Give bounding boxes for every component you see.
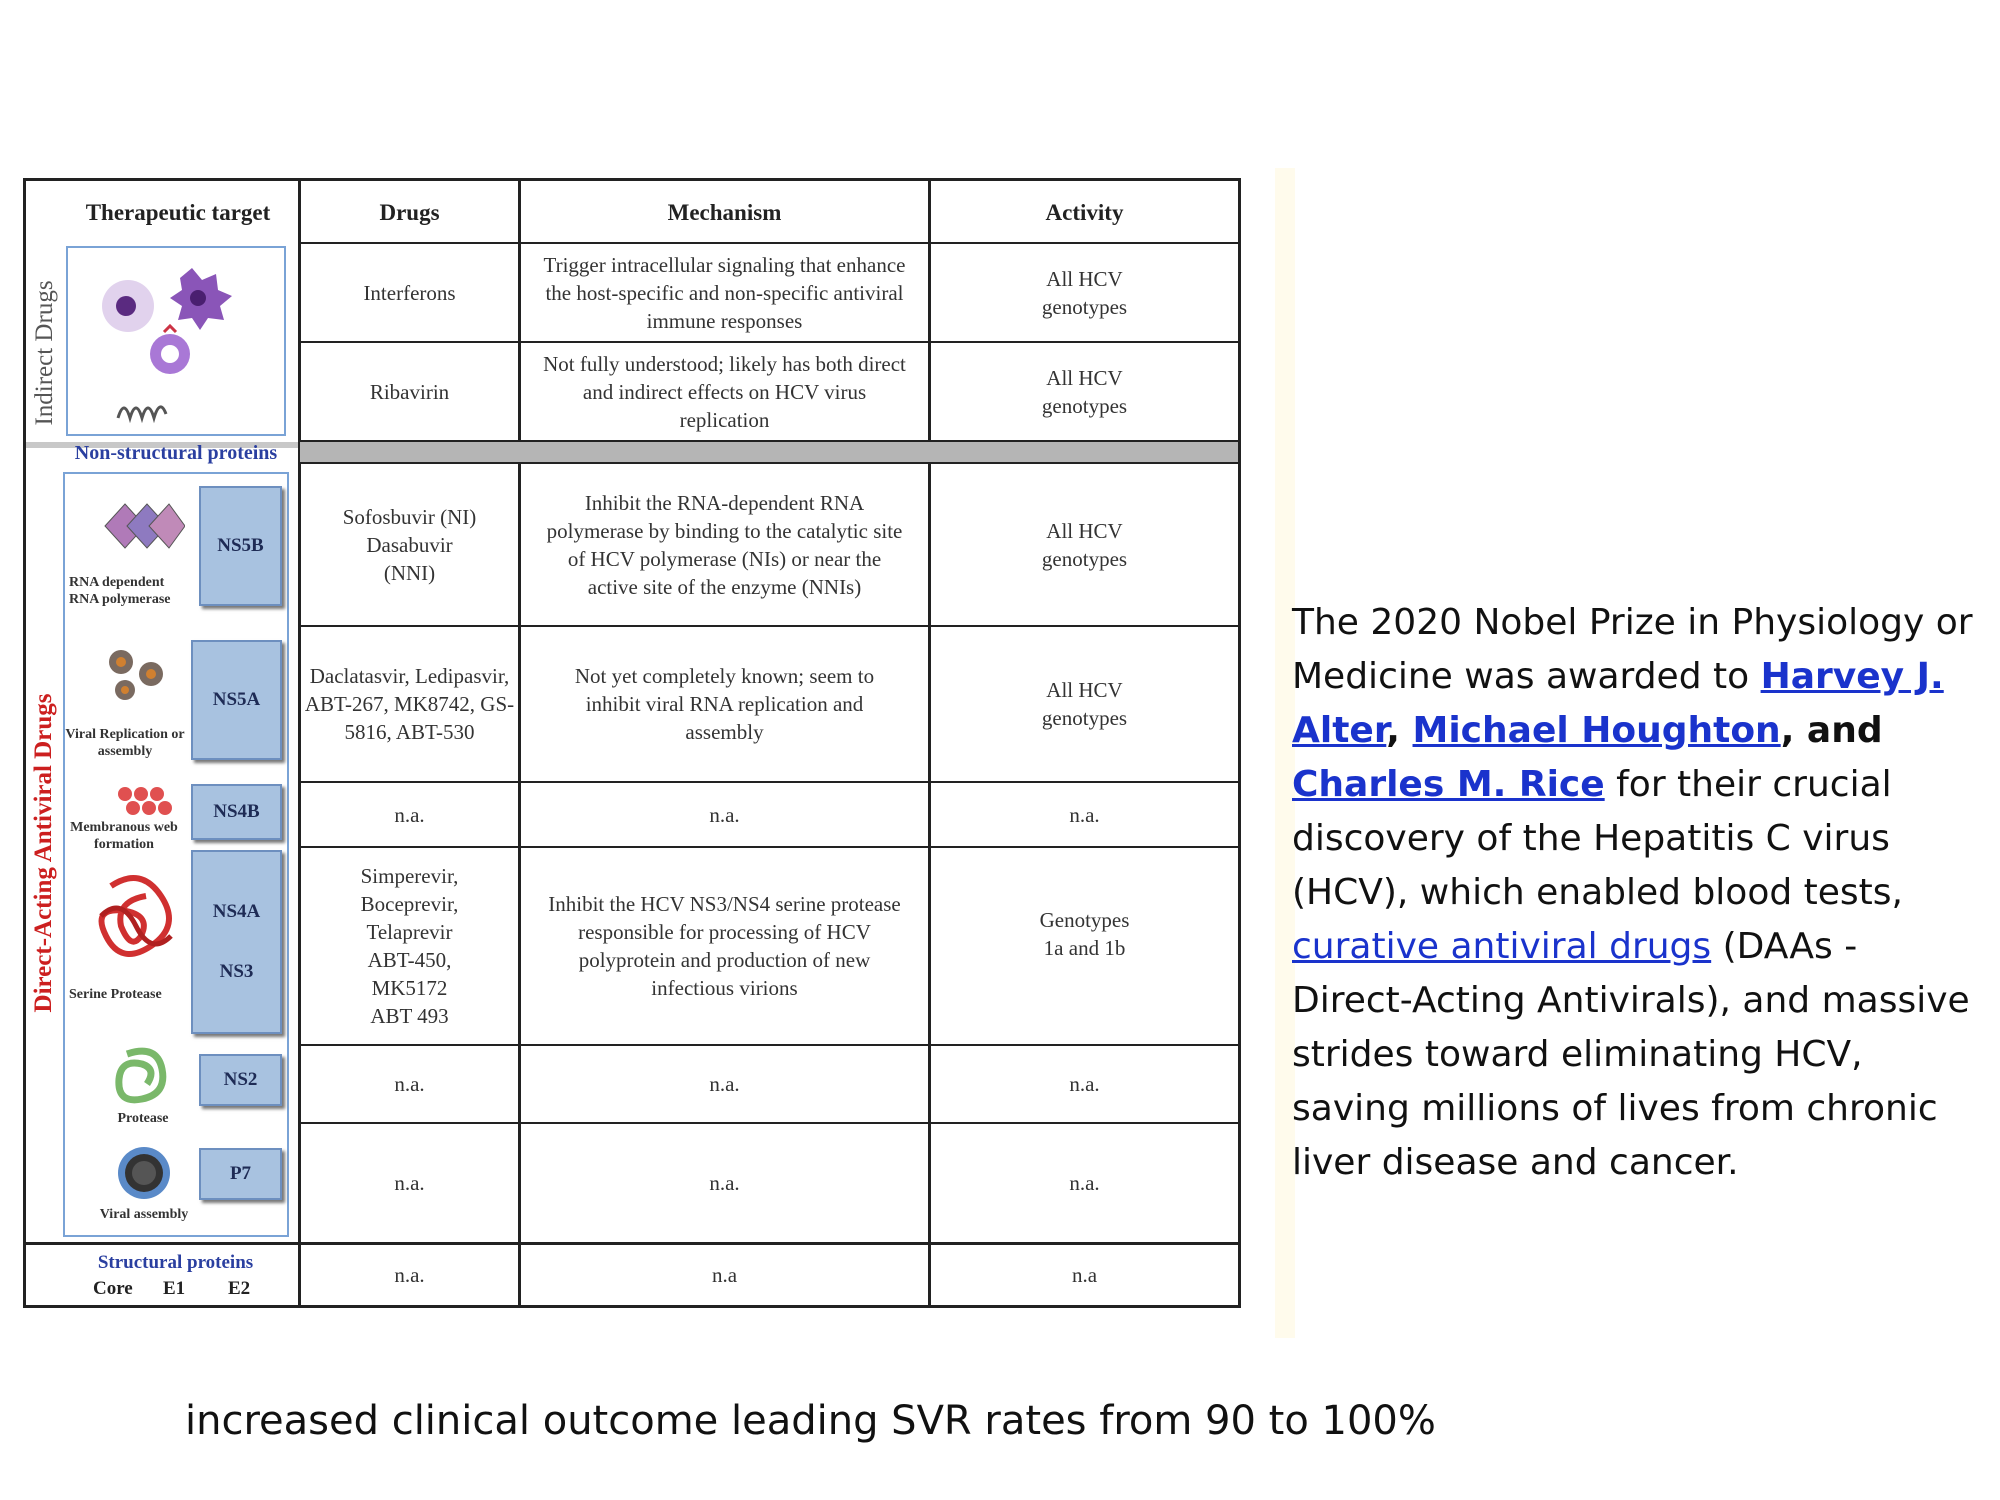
row-7-mechanism: n.a. <box>709 1072 740 1096</box>
ns3-caption: Serine Protease <box>69 987 162 1002</box>
p7-label: P7 <box>229 1163 252 1184</box>
row-3-mechanism: Inhibit the RNA-dependent RNA polymerase by binding to the catalytic site of HCV polymerase (NIs) or near the active site of the enzyme (NNIs) <box>546 490 903 599</box>
serine-protease-icon <box>81 866 191 976</box>
ns4b-label: NS4B <box>213 801 260 822</box>
structural-e1: E1 <box>163 1278 186 1299</box>
paragraph-end: (DAAs - Direct-Acting Antivirals), and massive strides toward eliminating HCV, saving millions of lives from chronic liver disease and cancer. <box>1292 926 1970 1183</box>
row-1-drugs: Interferons <box>363 280 456 305</box>
row-9-activity: n.a <box>1071 1263 1098 1287</box>
row-4-drugs: Daclatasvir, Ledipasvir, ABT-267, MK8742, GS-5816, ABT-530 <box>304 664 515 744</box>
row-5-drugs: n.a. <box>394 802 425 827</box>
ns4b-box <box>191 784 282 840</box>
nobel-prize-paragraph <box>1292 596 1982 1190</box>
ns5b-label: NS5B <box>217 535 264 556</box>
header-mechanism: Mechanism <box>667 200 782 225</box>
header-therapeutic-target: Therapeutic target <box>85 200 271 225</box>
row-2-drugs: Ribavirin <box>369 379 450 404</box>
structural-e2: E2 <box>228 1278 251 1299</box>
ns2-caption: Protease <box>117 1111 169 1126</box>
direct-acting-label: Direct-Acting Antiviral Drugs <box>30 693 57 1013</box>
row-6-mechanism: Inhibit the HCV NS3/NS4 serine protease responsible for processing of HCV polyprotein and production of new infectious virions <box>548 892 901 1000</box>
ns5a-caption: Viral Replication or assembly <box>65 727 185 759</box>
row-6-drugs: Simperevir, Boceprevir, Telaprevir ABT-450, MK5172 ABT 493 <box>360 864 459 1028</box>
link-curative-antiviral-drugs[interactable]: curative antiviral drugs <box>1292 926 1712 967</box>
ns5a-label: NS5A <box>212 689 261 710</box>
row-1-activity: All HCV genotypes <box>1041 266 1128 319</box>
svr-outcome-caption: increased clinical outcome leading SVR rates from 90 to 100% <box>185 1398 1436 1444</box>
row-7-drugs: n.a. <box>394 1072 425 1096</box>
row-5-mechanism: n.a. <box>709 802 740 827</box>
p7-caption: Viral assembly <box>99 1207 189 1222</box>
row-9-drugs: n.a. <box>394 1263 425 1287</box>
viral-assembly-icon <box>109 1140 179 1206</box>
link-harvey-alter[interactable]: Harvey J. Alter <box>1292 656 1944 751</box>
row-9-mechanism: n.a <box>711 1263 738 1287</box>
protease-icon <box>107 1044 177 1114</box>
ns2-label: NS2 <box>223 1069 258 1090</box>
row-2-mechanism: Not fully understood; likely has both direct and indirect effects on HCV virus replication <box>543 351 906 432</box>
link-michael-houghton[interactable]: Michael Houghton <box>1412 710 1781 751</box>
row-8-mechanism: n.a. <box>709 1171 740 1195</box>
row-4-mechanism: Not yet completely known; seem to inhibit viral RNA replication and assembly <box>574 664 875 744</box>
viral-replication-icon <box>95 644 185 704</box>
paragraph-intro: The 2020 Nobel Prize in Physiology or Medicine was awarded to <box>1292 602 1973 697</box>
row-1-mechanism: Trigger intracellular signaling that enhance the host-specific and non-specific antiviral immune responses <box>543 252 906 333</box>
indirect-drugs-label: Indirect Drugs <box>31 280 58 426</box>
ns3-label: NS3 <box>219 961 254 982</box>
paragraph-middle: for their crucial discovery of the Hepatitis C virus (HCV), which enabled blood tests, <box>1292 764 1903 913</box>
row-3-drugs: Sofosbuvir (NI) Dasabuvir (NNI) <box>342 504 477 585</box>
hcv-drug-table <box>23 178 1241 1308</box>
separator-2: , and <box>1780 710 1883 751</box>
ns5b-box <box>199 486 282 606</box>
indirect-illustration-panel <box>66 246 286 436</box>
non-structural-label: Non-structural proteins <box>74 442 278 464</box>
row-4-activity: All HCV genotypes <box>1041 678 1128 730</box>
header-activity: Activity <box>1045 200 1124 225</box>
ns4b-caption: Membranous web formation <box>70 820 178 852</box>
header-drugs: Drugs <box>379 200 440 225</box>
polymerase-icon <box>85 496 185 556</box>
row-8-activity: n.a. <box>1069 1171 1100 1195</box>
p7-box <box>199 1148 282 1200</box>
row-7-activity: n.a. <box>1069 1072 1100 1096</box>
row-8-drugs: n.a. <box>394 1171 425 1195</box>
separator-1: , <box>1386 710 1413 751</box>
ns4a-ns3-box <box>191 850 282 1034</box>
immune-cells-icon <box>68 248 284 434</box>
row-6-activity: Genotypes 1a and 1b <box>1039 908 1130 960</box>
structural-proteins-title: Structural proteins <box>97 1252 254 1273</box>
row-5-activity: n.a. <box>1069 802 1100 827</box>
ns5a-box <box>191 640 282 760</box>
structural-core: Core <box>93 1278 133 1299</box>
membranous-web-icon <box>113 784 183 824</box>
row-3-activity: All HCV genotypes <box>1041 518 1128 571</box>
link-charles-rice[interactable]: Charles M. Rice <box>1292 764 1605 805</box>
ns5b-caption: RNA dependent RNA polymerase <box>69 575 171 607</box>
row-2-activity: All HCV genotypes <box>1041 365 1128 418</box>
ns4a-label: NS4A <box>212 901 261 922</box>
ns2-box <box>199 1054 282 1106</box>
